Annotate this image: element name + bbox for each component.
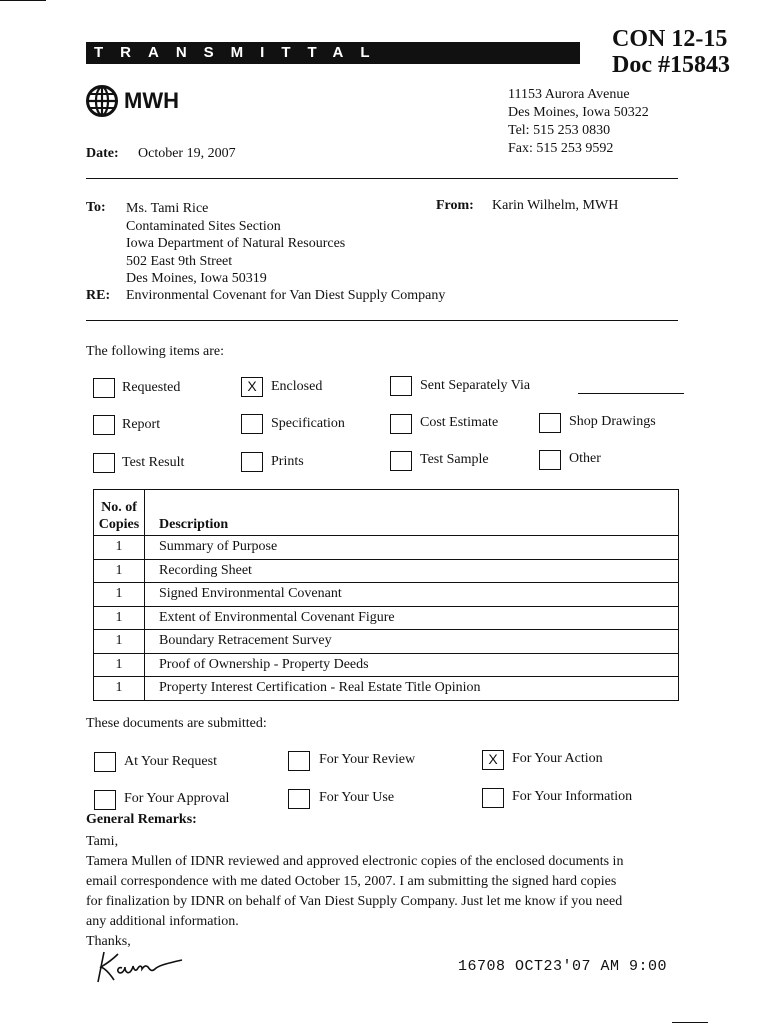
date-label: Date:	[86, 146, 119, 161]
company-address	[508, 86, 649, 158]
con-number: CON 12-15	[612, 26, 728, 52]
recipient-line: Iowa Department of Natural Resources	[126, 236, 346, 251]
description-cell: Proof of Ownership - Property Deeds	[145, 653, 679, 677]
description-cell: Boundary Retracement Survey	[145, 630, 679, 654]
handwritten-signature	[92, 946, 192, 991]
description-cell: Summary of Purpose	[145, 536, 679, 560]
description-cell: Property Interest Certification - Real Estate Title Opinion	[145, 677, 679, 701]
copies-cell: 1	[94, 630, 145, 654]
from-value: Karin Wilhelm, MWH	[492, 198, 619, 213]
description-cell: Recording Sheet	[145, 559, 679, 583]
recipient-address	[126, 200, 345, 288]
checkbox-for-your-action[interactable]: X	[482, 750, 504, 770]
copies-cell: 1	[94, 583, 145, 607]
table-row	[94, 677, 679, 701]
table-row	[94, 606, 679, 630]
checkbox-label-sent-separately: Sent Separately Via	[420, 378, 531, 393]
checkbox-label-test-result: Test Result	[122, 455, 185, 470]
remarks-line: Tamera Mullen of IDNR reviewed and approved electronic copies of the enclosed documents in	[86, 854, 624, 869]
items-table	[93, 489, 679, 701]
checkbox-label-cost-estimate: Cost Estimate	[420, 415, 499, 430]
table-row	[94, 559, 679, 583]
received-stamp: 16708 OCT23'07 AM 9:00	[458, 958, 668, 975]
re-label: RE:	[86, 288, 111, 303]
checkbox-label-shop-drawings: Shop Drawings	[569, 414, 656, 429]
globe-icon	[86, 85, 118, 122]
recipient-line: Ms. Tami Rice	[126, 201, 209, 216]
table-row	[94, 583, 679, 607]
date-value: October 19, 2007	[138, 146, 236, 161]
checkbox-label-report: Report	[122, 417, 161, 432]
table-row	[94, 536, 679, 560]
checkbox-sent-separately[interactable]	[390, 376, 412, 396]
checkbox-for-your-information[interactable]	[482, 788, 504, 808]
table-row	[94, 653, 679, 677]
checkbox-label-enclosed: Enclosed	[271, 379, 323, 394]
checkbox-label-requested: Requested	[122, 380, 181, 395]
footer-mark	[672, 1022, 708, 1023]
recipient-line: Des Moines, Iowa 50319	[126, 271, 267, 286]
remarks-line: for finalization by IDNR on behalf of Van Diest Supply Company. Just let me know if you need	[86, 894, 623, 909]
submitted-intro: These documents are submitted:	[86, 716, 267, 731]
checkbox-for-your-use[interactable]	[288, 789, 310, 809]
re-value: Environmental Covenant for Van Diest Supply Company	[126, 288, 446, 303]
company-name: MWH	[124, 88, 179, 113]
divider	[86, 320, 678, 321]
recipient-line: Contaminated Sites Section	[126, 218, 281, 234]
address-fax: Fax: 515 253 9592	[508, 141, 614, 156]
checkbox-label-prints: Prints	[271, 454, 304, 469]
copies-cell: 1	[94, 536, 145, 560]
checkbox-at-your-request[interactable]	[94, 752, 116, 772]
checkbox-label-for-your-use: For Your Use	[319, 790, 395, 805]
copies-cell: 1	[94, 653, 145, 677]
remarks-closing: Thanks,	[86, 934, 131, 949]
description-header: Description	[145, 490, 679, 536]
checkbox-label-test-sample: Test Sample	[420, 452, 489, 467]
address-street: 11153 Aurora Avenue	[508, 87, 630, 102]
divider	[86, 178, 678, 179]
remarks-line: email correspondence with me dated October 15, 2007. I am submitting the signed hard copies	[86, 874, 617, 889]
checkbox-label-specification: Specification	[271, 416, 345, 431]
checkbox-label-other: Other	[569, 451, 601, 466]
remarks-body	[86, 832, 686, 952]
checkbox-cost-estimate[interactable]	[390, 414, 412, 434]
corner-mark	[0, 0, 46, 1]
sent-via-line	[578, 393, 684, 394]
copies-cell: 1	[94, 606, 145, 630]
remarks-line: any additional information.	[86, 914, 239, 929]
checkbox-for-your-approval[interactable]	[94, 790, 116, 810]
copies-header-line: No. of	[101, 500, 137, 515]
checkbox-test-result[interactable]	[93, 453, 115, 473]
checkbox-report[interactable]	[93, 415, 115, 435]
checkbox-for-your-review[interactable]	[288, 751, 310, 771]
checkbox-prints[interactable]	[241, 452, 263, 472]
copies-header	[94, 490, 145, 536]
checkbox-test-sample[interactable]	[390, 451, 412, 471]
checkbox-label-for-your-review: For Your Review	[319, 752, 416, 767]
checkbox-label-at-your-request: At Your Request	[124, 754, 217, 769]
checkbox-label-for-your-information: For Your Information	[512, 789, 633, 804]
checkbox-enclosed[interactable]: X	[241, 377, 263, 397]
transmittal-title-bar: TRANSMITTAL	[86, 42, 580, 64]
copies-cell: 1	[94, 677, 145, 701]
description-cell: Signed Environmental Covenant	[145, 583, 679, 607]
address-city: Des Moines, Iowa 50322	[508, 105, 649, 120]
table-row	[94, 630, 679, 654]
to-label: To:	[86, 200, 106, 215]
items-intro: The following items are:	[86, 344, 225, 359]
from-label: From:	[436, 198, 474, 213]
checkbox-label-for-your-action: For Your Action	[512, 751, 603, 766]
table-header-row	[94, 490, 679, 536]
checkbox-requested[interactable]	[93, 378, 115, 398]
checkbox-label-for-your-approval: For Your Approval	[124, 791, 230, 806]
remarks-title: General Remarks:	[86, 812, 197, 827]
copies-header-line: Copies	[98, 517, 140, 532]
recipient-line: 502 East 9th Street	[126, 253, 233, 269]
checkbox-shop-drawings[interactable]	[539, 413, 561, 433]
remarks-greeting: Tami,	[86, 834, 119, 849]
checkbox-specification[interactable]	[241, 414, 263, 434]
address-tel: Tel: 515 253 0830	[508, 123, 611, 138]
copies-cell: 1	[94, 559, 145, 583]
checkbox-other[interactable]	[539, 450, 561, 470]
description-cell: Extent of Environmental Covenant Figure	[145, 606, 679, 630]
doc-number: Doc #15843	[612, 52, 730, 78]
